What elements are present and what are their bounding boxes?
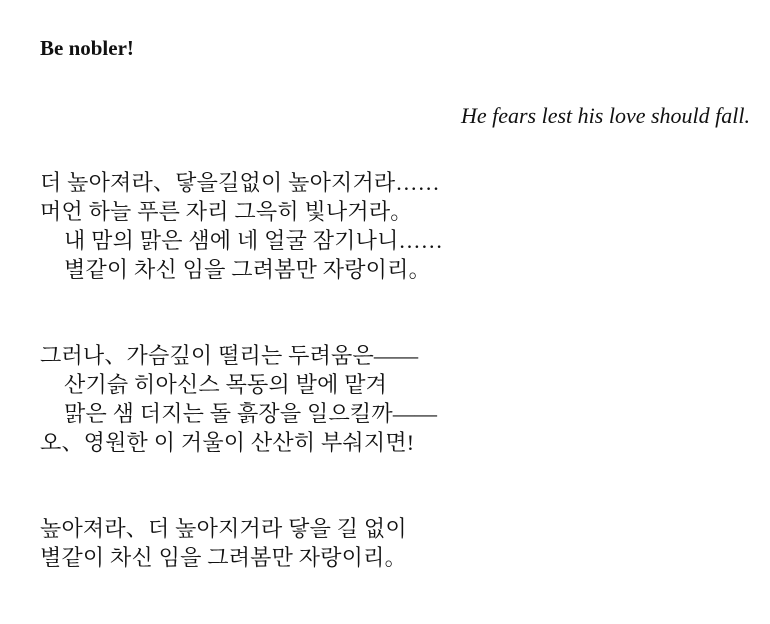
poem-line: 별같이 차신 임을 그려봄만 자랑이리。: [64, 257, 431, 282]
poem-line: 오、영원한 이 거울이 산산히 부숴지면!: [40, 430, 415, 455]
poem-epigraph: He fears lest his love should fall.: [460, 103, 750, 128]
poem-line: 별같이 차신 임을 그려봄만 자랑이리。: [40, 545, 407, 570]
poem-line: 더 높아져라、닿을길없이 높아지거라……: [40, 170, 440, 195]
stanza-2: [40, 341, 740, 457]
poem-line: 내 맘의 맑은 샘에 네 얼굴 잠기나니……: [64, 228, 443, 253]
poem-line: 맑은 샘 더지는 돌 흙장을 일으킬까——: [64, 401, 438, 426]
stanza-3: [40, 514, 740, 572]
poem-line: 머언 하늘 푸른 자리 그윽히 빛나거라。: [40, 199, 413, 224]
poem-title: Be nobler!: [40, 36, 134, 60]
poem-line: 그러나、가슴깊이 떨리는 두려움은——: [40, 343, 419, 368]
poem-line: 산기슭 히아신스 목동의 발에 맡겨: [64, 372, 388, 397]
stanza-1: [40, 168, 740, 284]
poem-line: 높아져라、더 높아지거라 닿을 길 없이: [40, 516, 407, 541]
